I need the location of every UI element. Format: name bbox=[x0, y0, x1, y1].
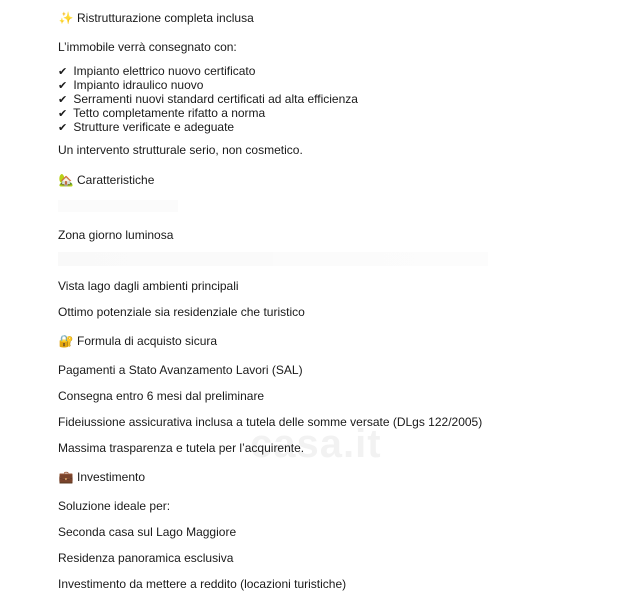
watermark: casa.it bbox=[250, 422, 382, 466]
house-with-garden-icon: 🏡 bbox=[58, 173, 74, 187]
checklist-item: ✔ Impianto elettrico nuovo certificato bbox=[58, 64, 256, 78]
investment-item: Investimento da mettere a reddito (locazioni turistiche) bbox=[58, 577, 347, 591]
feature-item: Ottimo potenziale sia residenziale che turistico bbox=[58, 305, 305, 319]
investment-title: Investimento bbox=[77, 470, 146, 484]
features-title: Caratteristiche bbox=[77, 173, 155, 187]
investment-item: Seconda casa sul Lago Maggiore bbox=[58, 525, 237, 539]
checklist-item: ✔ Tetto completamente rifatto a norma bbox=[58, 106, 266, 120]
briefcase-icon: 💼 bbox=[58, 470, 74, 484]
check-icon: ✔ bbox=[58, 94, 68, 106]
investment-intro: Soluzione ideale per: bbox=[58, 499, 171, 513]
purchase-title: Formula di acquisto sicura bbox=[77, 334, 218, 348]
investment-heading bbox=[58, 470, 145, 485]
serious-note: Un intervento strutturale serio, non cosmetico. bbox=[58, 143, 303, 157]
purchase-item: Fideiussione assicurativa inclusa a tutela delle somme versate (DLgs 122/2005) bbox=[58, 415, 483, 429]
investment-item: Residenza panoramica esclusiva bbox=[58, 551, 234, 565]
purchase-item: Massima trasparenza e tutela per l’acquirente. bbox=[58, 441, 305, 455]
faint-background-band bbox=[58, 252, 488, 266]
features-heading bbox=[58, 173, 154, 188]
checklist bbox=[58, 65, 358, 135]
feature-item: Vista lago dagli ambienti principali bbox=[58, 279, 239, 293]
locked-with-key-icon: 🔐 bbox=[58, 334, 74, 348]
checklist-item: ✔ Strutture verificate e adeguate bbox=[58, 120, 235, 134]
check-icon: ✔ bbox=[58, 80, 68, 92]
feature-item: Zona giorno luminosa bbox=[58, 228, 174, 242]
check-icon: ✔ bbox=[58, 122, 68, 134]
checklist-item: ✔ Serramenti nuovi standard certificati ad alta efficienza bbox=[58, 92, 358, 106]
purchase-item: Pagamenti a Stato Avanzamento Lavori (SAL) bbox=[58, 363, 303, 377]
delivered-intro: L’immobile verrà consegnato con: bbox=[58, 40, 237, 54]
renovation-heading bbox=[58, 11, 254, 26]
sparkles-icon: ✨ bbox=[58, 11, 74, 25]
check-icon: ✔ bbox=[58, 108, 68, 120]
purchase-heading bbox=[58, 334, 217, 349]
faint-background-band bbox=[58, 200, 178, 212]
renovation-title: Ristrutturazione completa inclusa bbox=[77, 11, 254, 25]
purchase-item: Consegna entro 6 mesi dal preliminare bbox=[58, 389, 265, 403]
checklist-item: ✔ Impianto idraulico nuovo bbox=[58, 78, 204, 92]
check-icon: ✔ bbox=[58, 66, 68, 78]
